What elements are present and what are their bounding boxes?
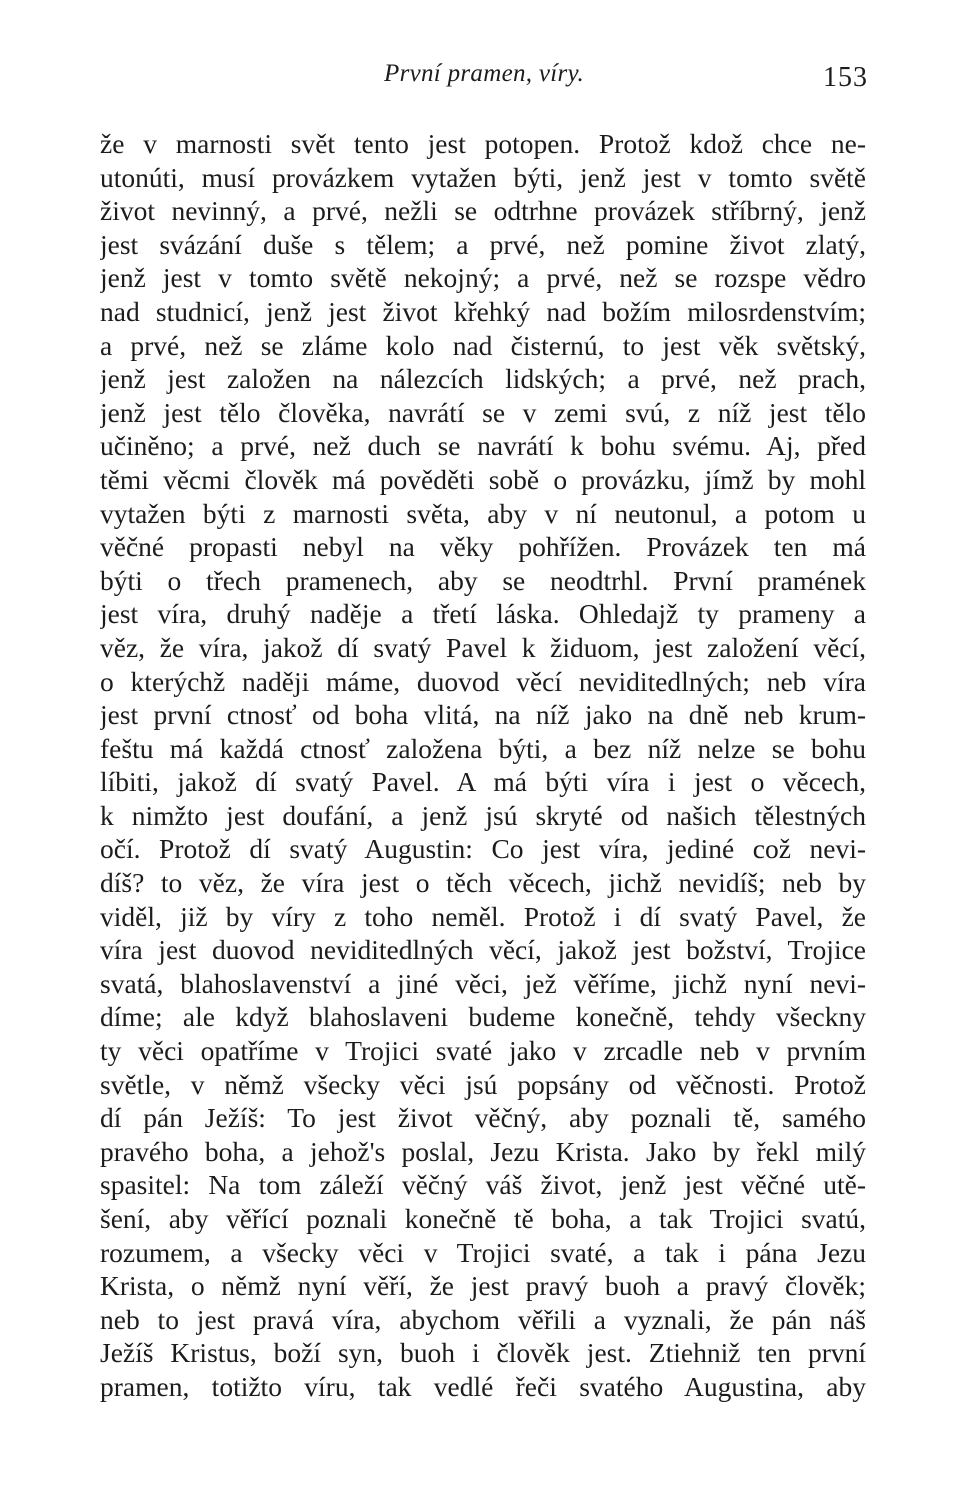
body-text <box>100 127 866 1404</box>
text-line: viděl, již by víry z toho neměl. Protož i dí svatý Pavel, že <box>100 900 866 932</box>
text-line: líbiti, jakož dí svatý Pavel. A má býti víra i jest o věcech, <box>100 766 866 798</box>
text-line: nad studnicí, jenž jest život křehký nad božím milosrdenstvím; <box>100 295 866 327</box>
text-line: život nevinný, a prvé, nežli se odtrhne provázek stříbrný, jenž <box>100 195 866 227</box>
text-line: spasitel: Na tom záleží věčný váš život, jenž jest věčné utě- <box>100 1169 866 1201</box>
text-line: jenž jest tělo člověka, navrátí se v zemi svú, z níž jest tělo <box>100 396 866 428</box>
text-line: dí pán Ježíš: To jest život věčný, aby poznali tě, samého <box>100 1102 866 1134</box>
text-line: neb to jest pravá víra, abychom věřili a vyznali, že pán náš <box>100 1303 866 1335</box>
text-line: díš? to věz, že víra jest o těch věcech, jichž nevidíš; neb by <box>100 867 866 899</box>
text-line: Krista, o němž nyní věří, že jest pravý buoh a pravý člověk; <box>100 1270 866 1302</box>
text-line: světle, v němž všecky věci jsú popsány od věčnosti. Protož <box>100 1068 866 1100</box>
text-line: víra jest duovod neviditedlných věcí, jakož jest božství, Trojice <box>100 934 866 966</box>
text-line: šení, aby věřící poznali konečně tě boha, a tak Trojici svatú, <box>100 1203 866 1234</box>
text-line: ty věci opatříme v Trojici svaté jako v zrcadle neb v prvním <box>100 1035 866 1067</box>
text-line: jenž jest v tomto světě nekojný; a prvé, než se rozspe vědro <box>100 262 866 294</box>
text-line: Ježíš Kristus, boží syn, buoh i člověk jest. Ztiehniž ten první <box>100 1337 866 1369</box>
text-line: jest víra, druhý naděje a třetí láska. Ohledajž ty prameny a <box>100 598 866 630</box>
text-line: utonúti, musí provázkem vytažen býti, jenž jest v tomto světě <box>100 161 866 193</box>
text-line: o kterýchž naději máme, duovod věcí neviditedlných; neb víra <box>100 665 866 697</box>
page-number: 153 <box>823 62 868 93</box>
text-line: těmi věcmi člověk má pověděti sobě o provázku, jímž by mohl <box>100 463 866 495</box>
text-line: býti o třech pramenech, aby se neodtrhl. První pramének <box>100 564 866 596</box>
text-line: jest svázání duše s tělem; a prvé, než pomine život zlatý, <box>100 228 866 260</box>
text-line: jest první ctnosť od boha vlitá, na níž jako na dně neb krum- <box>100 699 866 731</box>
text-line: očí. Protož dí svatý Augustin: Co jest víra, jediné což nevi- <box>100 833 866 865</box>
text-line: učiněno; a prvé, než duch se navrátí k bohu svému. Aj, před <box>100 430 866 462</box>
text-line: k nimžto jest doufání, a jenž jsú skryté od našich tělestných <box>100 799 866 831</box>
text-line: jenž jest založen na nálezcích lidských; a prvé, než prach, <box>100 363 866 395</box>
text-line: feštu má každá ctnosť založena býti, a bez níž nelze se bohu <box>100 732 866 764</box>
text-line: svatá, blahoslavenství a jiné věci, jež věříme, jichž nyní nevi- <box>100 967 866 999</box>
text-line: vytažen býti z marnosti světa, aby v ní neutonul, a potom u <box>100 497 866 529</box>
text-line: pravého boha, a jehož's poslal, Jezu Krista. Jako by řekl milý <box>100 1135 866 1167</box>
text-line: věčné propasti nebyl na věky pohřížen. Provázek ten má <box>100 531 866 563</box>
running-title: První pramen, víry. <box>384 60 585 87</box>
text-line: a prvé, než se zláme kolo nad čisternú, to jest věk světský, <box>100 329 866 361</box>
text-line: rozumem, a všecky věci v Trojici svaté, a tak i pána Jezu <box>100 1236 866 1268</box>
text-line: pramen, totižto víru, tak vedlé řeči svatého Augustina, aby <box>100 1370 866 1402</box>
text-line: věz, že víra, jakož dí svatý Pavel k židuom, jest založení věcí, <box>100 631 866 663</box>
text-line: že v marnosti svět tento jest potopen. Protož kdož chce ne- <box>100 128 866 159</box>
text-line: díme; ale když blahoslaveni budeme konečně, tehdy všeckny <box>100 1001 866 1033</box>
